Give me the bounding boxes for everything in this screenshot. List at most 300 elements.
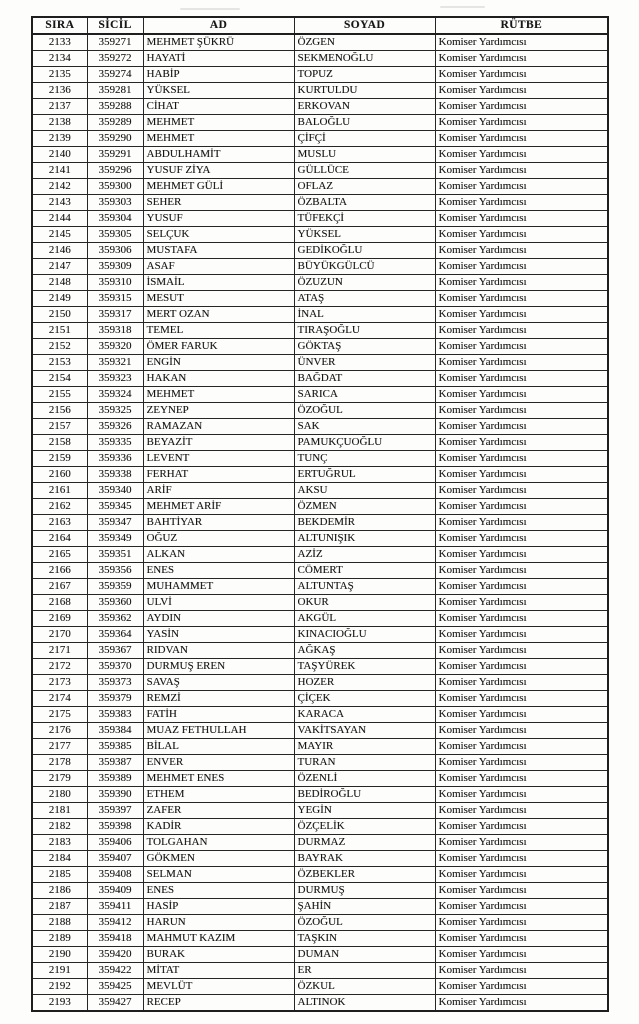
table-row <box>32 307 608 323</box>
cell-sicil: 359304 <box>87 211 143 227</box>
table-row <box>32 579 608 595</box>
table-row <box>32 435 608 451</box>
cell-ad: ÖMER FARUK <box>143 339 294 355</box>
cell-soyad: SAK <box>294 419 435 435</box>
cell-sira: 2179 <box>32 771 87 787</box>
cell-rutbe: Komiser Yardımcısı <box>435 611 608 627</box>
table-row <box>32 531 608 547</box>
cell-ad: YUSUF ZİYA <box>143 163 294 179</box>
cell-rutbe: Komiser Yardımcısı <box>435 211 608 227</box>
cell-rutbe: Komiser Yardımcısı <box>435 499 608 515</box>
cell-soyad: TÜFEKÇİ <box>294 211 435 227</box>
table-row <box>32 563 608 579</box>
cell-ad: MUHAMMET <box>143 579 294 595</box>
cell-soyad: ALTINOK <box>294 995 435 1012</box>
column-header-rutbe: RÜTBE <box>435 17 608 34</box>
cell-soyad: AKSU <box>294 483 435 499</box>
cell-soyad: SARICA <box>294 387 435 403</box>
cell-sira: 2140 <box>32 147 87 163</box>
cell-sicil: 359390 <box>87 787 143 803</box>
cell-soyad: MAYIR <box>294 739 435 755</box>
cell-sicil: 359408 <box>87 867 143 883</box>
cell-rutbe: Komiser Yardımcısı <box>435 34 608 51</box>
cell-rutbe: Komiser Yardımcısı <box>435 195 608 211</box>
cell-sira: 2165 <box>32 547 87 563</box>
cell-ad: AYDIN <box>143 611 294 627</box>
cell-sicil: 359317 <box>87 307 143 323</box>
cell-sira: 2166 <box>32 563 87 579</box>
cell-sira: 2154 <box>32 371 87 387</box>
cell-sicil: 359407 <box>87 851 143 867</box>
cell-ad: REMZİ <box>143 691 294 707</box>
cell-sicil: 359310 <box>87 275 143 291</box>
table-row <box>32 323 608 339</box>
cell-ad: RIDVAN <box>143 643 294 659</box>
cell-soyad: ÖZKUL <box>294 979 435 995</box>
cell-soyad: ERTUĞRUL <box>294 467 435 483</box>
cell-ad: ULVİ <box>143 595 294 611</box>
table-row <box>32 115 608 131</box>
cell-soyad: VAKİTSAYAN <box>294 723 435 739</box>
cell-sira: 2185 <box>32 867 87 883</box>
cell-ad: MUSTAFA <box>143 243 294 259</box>
table-row <box>32 643 608 659</box>
cell-soyad: MUSLU <box>294 147 435 163</box>
cell-soyad: GÜLLÜCE <box>294 163 435 179</box>
cell-sira: 2168 <box>32 595 87 611</box>
cell-sicil: 359320 <box>87 339 143 355</box>
table-row <box>32 547 608 563</box>
cell-sicil: 359272 <box>87 51 143 67</box>
cell-soyad: TURAN <box>294 755 435 771</box>
cell-sira: 2157 <box>32 419 87 435</box>
cell-soyad: ÖZMEN <box>294 499 435 515</box>
cell-sicil: 359324 <box>87 387 143 403</box>
cell-rutbe: Komiser Yardımcısı <box>435 947 608 963</box>
cell-soyad: TOPUZ <box>294 67 435 83</box>
cell-ad: YUSUF <box>143 211 294 227</box>
cell-sira: 2153 <box>32 355 87 371</box>
table-row <box>32 195 608 211</box>
cell-ad: FATİH <box>143 707 294 723</box>
cell-sira: 2138 <box>32 115 87 131</box>
table-row <box>32 979 608 995</box>
cell-ad: BURAK <box>143 947 294 963</box>
cell-rutbe: Komiser Yardımcısı <box>435 371 608 387</box>
cell-ad: MEHMET <box>143 131 294 147</box>
cell-sicil: 359296 <box>87 163 143 179</box>
cell-sira: 2146 <box>32 243 87 259</box>
cell-rutbe: Komiser Yardımcısı <box>435 131 608 147</box>
cell-rutbe: Komiser Yardımcısı <box>435 435 608 451</box>
cell-rutbe: Komiser Yardımcısı <box>435 291 608 307</box>
cell-soyad: AZİZ <box>294 547 435 563</box>
cell-sira: 2172 <box>32 659 87 675</box>
cell-rutbe: Komiser Yardımcısı <box>435 355 608 371</box>
cell-sicil: 359362 <box>87 611 143 627</box>
column-header-ad: AD <box>143 17 294 34</box>
cell-soyad: GEDİKOĞLU <box>294 243 435 259</box>
cell-ad: YASİN <box>143 627 294 643</box>
cell-rutbe: Komiser Yardımcısı <box>435 963 608 979</box>
cell-sicil: 359427 <box>87 995 143 1012</box>
cell-rutbe: Komiser Yardımcısı <box>435 707 608 723</box>
cell-sira: 2148 <box>32 275 87 291</box>
cell-soyad: SEKMENOĞLU <box>294 51 435 67</box>
cell-sira: 2192 <box>32 979 87 995</box>
cell-sicil: 359291 <box>87 147 143 163</box>
cell-sira: 2136 <box>32 83 87 99</box>
table-row <box>32 995 608 1012</box>
cell-ad: MUAZ FETHULLAH <box>143 723 294 739</box>
table-header <box>32 17 608 34</box>
table-row <box>32 739 608 755</box>
cell-rutbe: Komiser Yardımcısı <box>435 979 608 995</box>
cell-soyad: TAŞYÜREK <box>294 659 435 675</box>
cell-sira: 2171 <box>32 643 87 659</box>
cell-sicil: 359321 <box>87 355 143 371</box>
cell-sicil: 359335 <box>87 435 143 451</box>
cell-sicil: 359347 <box>87 515 143 531</box>
cell-sira: 2184 <box>32 851 87 867</box>
table-row <box>32 339 608 355</box>
cell-sicil: 359289 <box>87 115 143 131</box>
table-row <box>32 275 608 291</box>
cell-soyad: BEDİROĞLU <box>294 787 435 803</box>
table-row <box>32 851 608 867</box>
cell-soyad: ÖZOĞUL <box>294 403 435 419</box>
cell-ad: YÜKSEL <box>143 83 294 99</box>
cell-ad: OĞUZ <box>143 531 294 547</box>
cell-sira: 2133 <box>32 34 87 51</box>
cell-sicil: 359412 <box>87 915 143 931</box>
table-row <box>32 723 608 739</box>
cell-sicil: 359325 <box>87 403 143 419</box>
cell-rutbe: Komiser Yardımcısı <box>435 403 608 419</box>
cell-soyad: TAŞKIN <box>294 931 435 947</box>
table-row <box>32 67 608 83</box>
cell-sira: 2167 <box>32 579 87 595</box>
cell-ad: SELMAN <box>143 867 294 883</box>
cell-sira: 2155 <box>32 387 87 403</box>
cell-soyad: ERKOVAN <box>294 99 435 115</box>
table-row <box>32 947 608 963</box>
cell-sicil: 359411 <box>87 899 143 915</box>
cell-sicil: 359338 <box>87 467 143 483</box>
table-row <box>32 883 608 899</box>
table-row <box>32 499 608 515</box>
table-row <box>32 915 608 931</box>
cell-rutbe: Komiser Yardımcısı <box>435 515 608 531</box>
table-row <box>32 963 608 979</box>
cell-sira: 2152 <box>32 339 87 355</box>
cell-soyad: ALTUNIŞIK <box>294 531 435 547</box>
cell-sira: 2169 <box>32 611 87 627</box>
cell-rutbe: Komiser Yardımcısı <box>435 995 608 1012</box>
cell-ad: MEHMET ARİF <box>143 499 294 515</box>
cell-soyad: ŞAHİN <box>294 899 435 915</box>
table-row <box>32 467 608 483</box>
cell-ad: SAVAŞ <box>143 675 294 691</box>
cell-rutbe: Komiser Yardımcısı <box>435 595 608 611</box>
cell-sira: 2187 <box>32 899 87 915</box>
table-row <box>32 611 608 627</box>
table-row <box>32 259 608 275</box>
cell-ad: ZEYNEP <box>143 403 294 419</box>
cell-sira: 2173 <box>32 675 87 691</box>
cell-sicil: 359425 <box>87 979 143 995</box>
cell-soyad: ÖZENLİ <box>294 771 435 787</box>
table-row <box>32 899 608 915</box>
cell-ad: RECEP <box>143 995 294 1012</box>
cell-rutbe: Komiser Yardımcısı <box>435 547 608 563</box>
cell-sira: 2182 <box>32 819 87 835</box>
cell-rutbe: Komiser Yardımcısı <box>435 259 608 275</box>
cell-rutbe: Komiser Yardımcısı <box>435 307 608 323</box>
header-row <box>32 17 608 34</box>
cell-sicil: 359387 <box>87 755 143 771</box>
cell-rutbe: Komiser Yardımcısı <box>435 451 608 467</box>
cell-ad: ENES <box>143 563 294 579</box>
cell-sira: 2142 <box>32 179 87 195</box>
cell-sicil: 359326 <box>87 419 143 435</box>
cell-sira: 2141 <box>32 163 87 179</box>
cell-soyad: KARACA <box>294 707 435 723</box>
table-row <box>32 787 608 803</box>
cell-ad: DURMUŞ EREN <box>143 659 294 675</box>
cell-rutbe: Komiser Yardımcısı <box>435 867 608 883</box>
table-row <box>32 451 608 467</box>
cell-soyad: BALOĞLU <box>294 115 435 131</box>
table-row <box>32 515 608 531</box>
cell-sira: 2177 <box>32 739 87 755</box>
cell-rutbe: Komiser Yardımcısı <box>435 563 608 579</box>
cell-ad: MAHMUT KAZIM <box>143 931 294 947</box>
cell-soyad: BEKDEMİR <box>294 515 435 531</box>
cell-ad: ENVER <box>143 755 294 771</box>
table-row <box>32 755 608 771</box>
cell-sira: 2191 <box>32 963 87 979</box>
cell-sira: 2160 <box>32 467 87 483</box>
cell-sira: 2161 <box>32 483 87 499</box>
cell-sira: 2170 <box>32 627 87 643</box>
cell-rutbe: Komiser Yardımcısı <box>435 819 608 835</box>
table-row <box>32 675 608 691</box>
cell-sira: 2186 <box>32 883 87 899</box>
table-row <box>32 403 608 419</box>
cell-soyad: TUNÇ <box>294 451 435 467</box>
cell-ad: MİTAT <box>143 963 294 979</box>
cell-ad: ZAFER <box>143 803 294 819</box>
cell-ad: GÖKMEN <box>143 851 294 867</box>
cell-ad: FERHAT <box>143 467 294 483</box>
cell-sicil: 359422 <box>87 963 143 979</box>
cell-rutbe: Komiser Yardımcısı <box>435 739 608 755</box>
table-row <box>32 419 608 435</box>
cell-soyad: ER <box>294 963 435 979</box>
cell-soyad: HOZER <box>294 675 435 691</box>
cell-sira: 2180 <box>32 787 87 803</box>
table-row <box>32 691 608 707</box>
cell-rutbe: Komiser Yardımcısı <box>435 67 608 83</box>
cell-sira: 2159 <box>32 451 87 467</box>
table-row <box>32 771 608 787</box>
table-row <box>32 147 608 163</box>
cell-rutbe: Komiser Yardımcısı <box>435 787 608 803</box>
cell-rutbe: Komiser Yardımcısı <box>435 115 608 131</box>
cell-rutbe: Komiser Yardımcısı <box>435 275 608 291</box>
cell-sira: 2175 <box>32 707 87 723</box>
cell-sicil: 359303 <box>87 195 143 211</box>
table-row <box>32 227 608 243</box>
cell-sicil: 359274 <box>87 67 143 83</box>
cell-soyad: AĞKAŞ <box>294 643 435 659</box>
column-header-sicil: SİCİL <box>87 17 143 34</box>
cell-ad: MEHMET GÜLİ <box>143 179 294 195</box>
cell-soyad: ÖZGEN <box>294 34 435 51</box>
cell-ad: LEVENT <box>143 451 294 467</box>
cell-sira: 2156 <box>32 403 87 419</box>
cell-sicil: 359364 <box>87 627 143 643</box>
cell-rutbe: Komiser Yardımcısı <box>435 531 608 547</box>
cell-sira: 2178 <box>32 755 87 771</box>
cell-rutbe: Komiser Yardımcısı <box>435 99 608 115</box>
table-row <box>32 131 608 147</box>
cell-ad: HABİP <box>143 67 294 83</box>
cell-soyad: ALTUNTAŞ <box>294 579 435 595</box>
table-row <box>32 867 608 883</box>
table-row <box>32 483 608 499</box>
cell-sicil: 359409 <box>87 883 143 899</box>
cell-sicil: 359406 <box>87 835 143 851</box>
cell-soyad: DUMAN <box>294 947 435 963</box>
cell-ad: MEHMET ENES <box>143 771 294 787</box>
cell-rutbe: Komiser Yardımcısı <box>435 323 608 339</box>
scan-artifact <box>180 8 240 10</box>
cell-ad: SEHER <box>143 195 294 211</box>
table-row <box>32 211 608 227</box>
cell-rutbe: Komiser Yardımcısı <box>435 883 608 899</box>
cell-sicil: 359288 <box>87 99 143 115</box>
column-header-sira: SIRA <box>32 17 87 34</box>
table-row <box>32 931 608 947</box>
cell-soyad: AKGÜL <box>294 611 435 627</box>
table-row <box>32 291 608 307</box>
table-row <box>32 83 608 99</box>
cell-ad: HAKAN <box>143 371 294 387</box>
table-row <box>32 707 608 723</box>
cell-ad: ETHEM <box>143 787 294 803</box>
cell-soyad: ATAŞ <box>294 291 435 307</box>
cell-sicil: 359323 <box>87 371 143 387</box>
cell-ad: TEMEL <box>143 323 294 339</box>
cell-soyad: PAMUKÇUOĞLU <box>294 435 435 451</box>
table-row <box>32 51 608 67</box>
cell-sicil: 359290 <box>87 131 143 147</box>
cell-sicil: 359318 <box>87 323 143 339</box>
cell-sicil: 359418 <box>87 931 143 947</box>
cell-sira: 2147 <box>32 259 87 275</box>
cell-rutbe: Komiser Yardımcısı <box>435 579 608 595</box>
cell-sira: 2150 <box>32 307 87 323</box>
cell-sira: 2176 <box>32 723 87 739</box>
cell-rutbe: Komiser Yardımcısı <box>435 723 608 739</box>
cell-ad: MESUT <box>143 291 294 307</box>
cell-soyad: GÖKTAŞ <box>294 339 435 355</box>
cell-ad: HAYATİ <box>143 51 294 67</box>
cell-sicil: 359281 <box>87 83 143 99</box>
table-row <box>32 34 608 51</box>
cell-rutbe: Komiser Yardımcısı <box>435 899 608 915</box>
cell-sira: 2188 <box>32 915 87 931</box>
cell-soyad: İNAL <box>294 307 435 323</box>
cell-rutbe: Komiser Yardımcısı <box>435 163 608 179</box>
cell-sicil: 359305 <box>87 227 143 243</box>
cell-sira: 2174 <box>32 691 87 707</box>
cell-rutbe: Komiser Yardımcısı <box>435 147 608 163</box>
cell-soyad: BAĞDAT <box>294 371 435 387</box>
cell-soyad: ÖZOĞUL <box>294 915 435 931</box>
cell-sicil: 359315 <box>87 291 143 307</box>
cell-ad: KADİR <box>143 819 294 835</box>
table-row <box>32 163 608 179</box>
cell-sicil: 359349 <box>87 531 143 547</box>
cell-soyad: ÇİÇEK <box>294 691 435 707</box>
cell-soyad: ÖZBEKLER <box>294 867 435 883</box>
cell-ad: MEHMET <box>143 115 294 131</box>
cell-sicil: 359336 <box>87 451 143 467</box>
cell-sira: 2190 <box>32 947 87 963</box>
cell-rutbe: Komiser Yardımcısı <box>435 51 608 67</box>
cell-rutbe: Komiser Yardımcısı <box>435 771 608 787</box>
cell-sicil: 359384 <box>87 723 143 739</box>
cell-soyad: ÖZUZUN <box>294 275 435 291</box>
cell-sicil: 359383 <box>87 707 143 723</box>
table-row <box>32 387 608 403</box>
cell-rutbe: Komiser Yardımcısı <box>435 915 608 931</box>
cell-sira: 2139 <box>32 131 87 147</box>
cell-soyad: CÖMERT <box>294 563 435 579</box>
cell-ad: BAHTİYAR <box>143 515 294 531</box>
cell-ad: HASİP <box>143 899 294 915</box>
cell-ad: MEHMET ŞÜKRÜ <box>143 34 294 51</box>
cell-soyad: TIRAŞOĞLU <box>294 323 435 339</box>
personnel-roster-table <box>31 16 609 1012</box>
cell-ad: BEYAZİT <box>143 435 294 451</box>
cell-ad: TOLGAHAN <box>143 835 294 851</box>
cell-sira: 2162 <box>32 499 87 515</box>
cell-ad: MEVLÜT <box>143 979 294 995</box>
cell-rutbe: Komiser Yardımcısı <box>435 83 608 99</box>
cell-ad: MEHMET <box>143 387 294 403</box>
cell-soyad: BAYRAK <box>294 851 435 867</box>
cell-rutbe: Komiser Yardımcısı <box>435 483 608 499</box>
cell-ad: BİLAL <box>143 739 294 755</box>
cell-rutbe: Komiser Yardımcısı <box>435 627 608 643</box>
table-row <box>32 355 608 371</box>
cell-rutbe: Komiser Yardımcısı <box>435 643 608 659</box>
table-body <box>32 34 608 1011</box>
cell-sira: 2149 <box>32 291 87 307</box>
cell-sira: 2181 <box>32 803 87 819</box>
cell-sicil: 359420 <box>87 947 143 963</box>
cell-sicil: 359359 <box>87 579 143 595</box>
table-row <box>32 595 608 611</box>
cell-soyad: OKUR <box>294 595 435 611</box>
cell-soyad: YEGİN <box>294 803 435 819</box>
table-row <box>32 803 608 819</box>
cell-sicil: 359367 <box>87 643 143 659</box>
